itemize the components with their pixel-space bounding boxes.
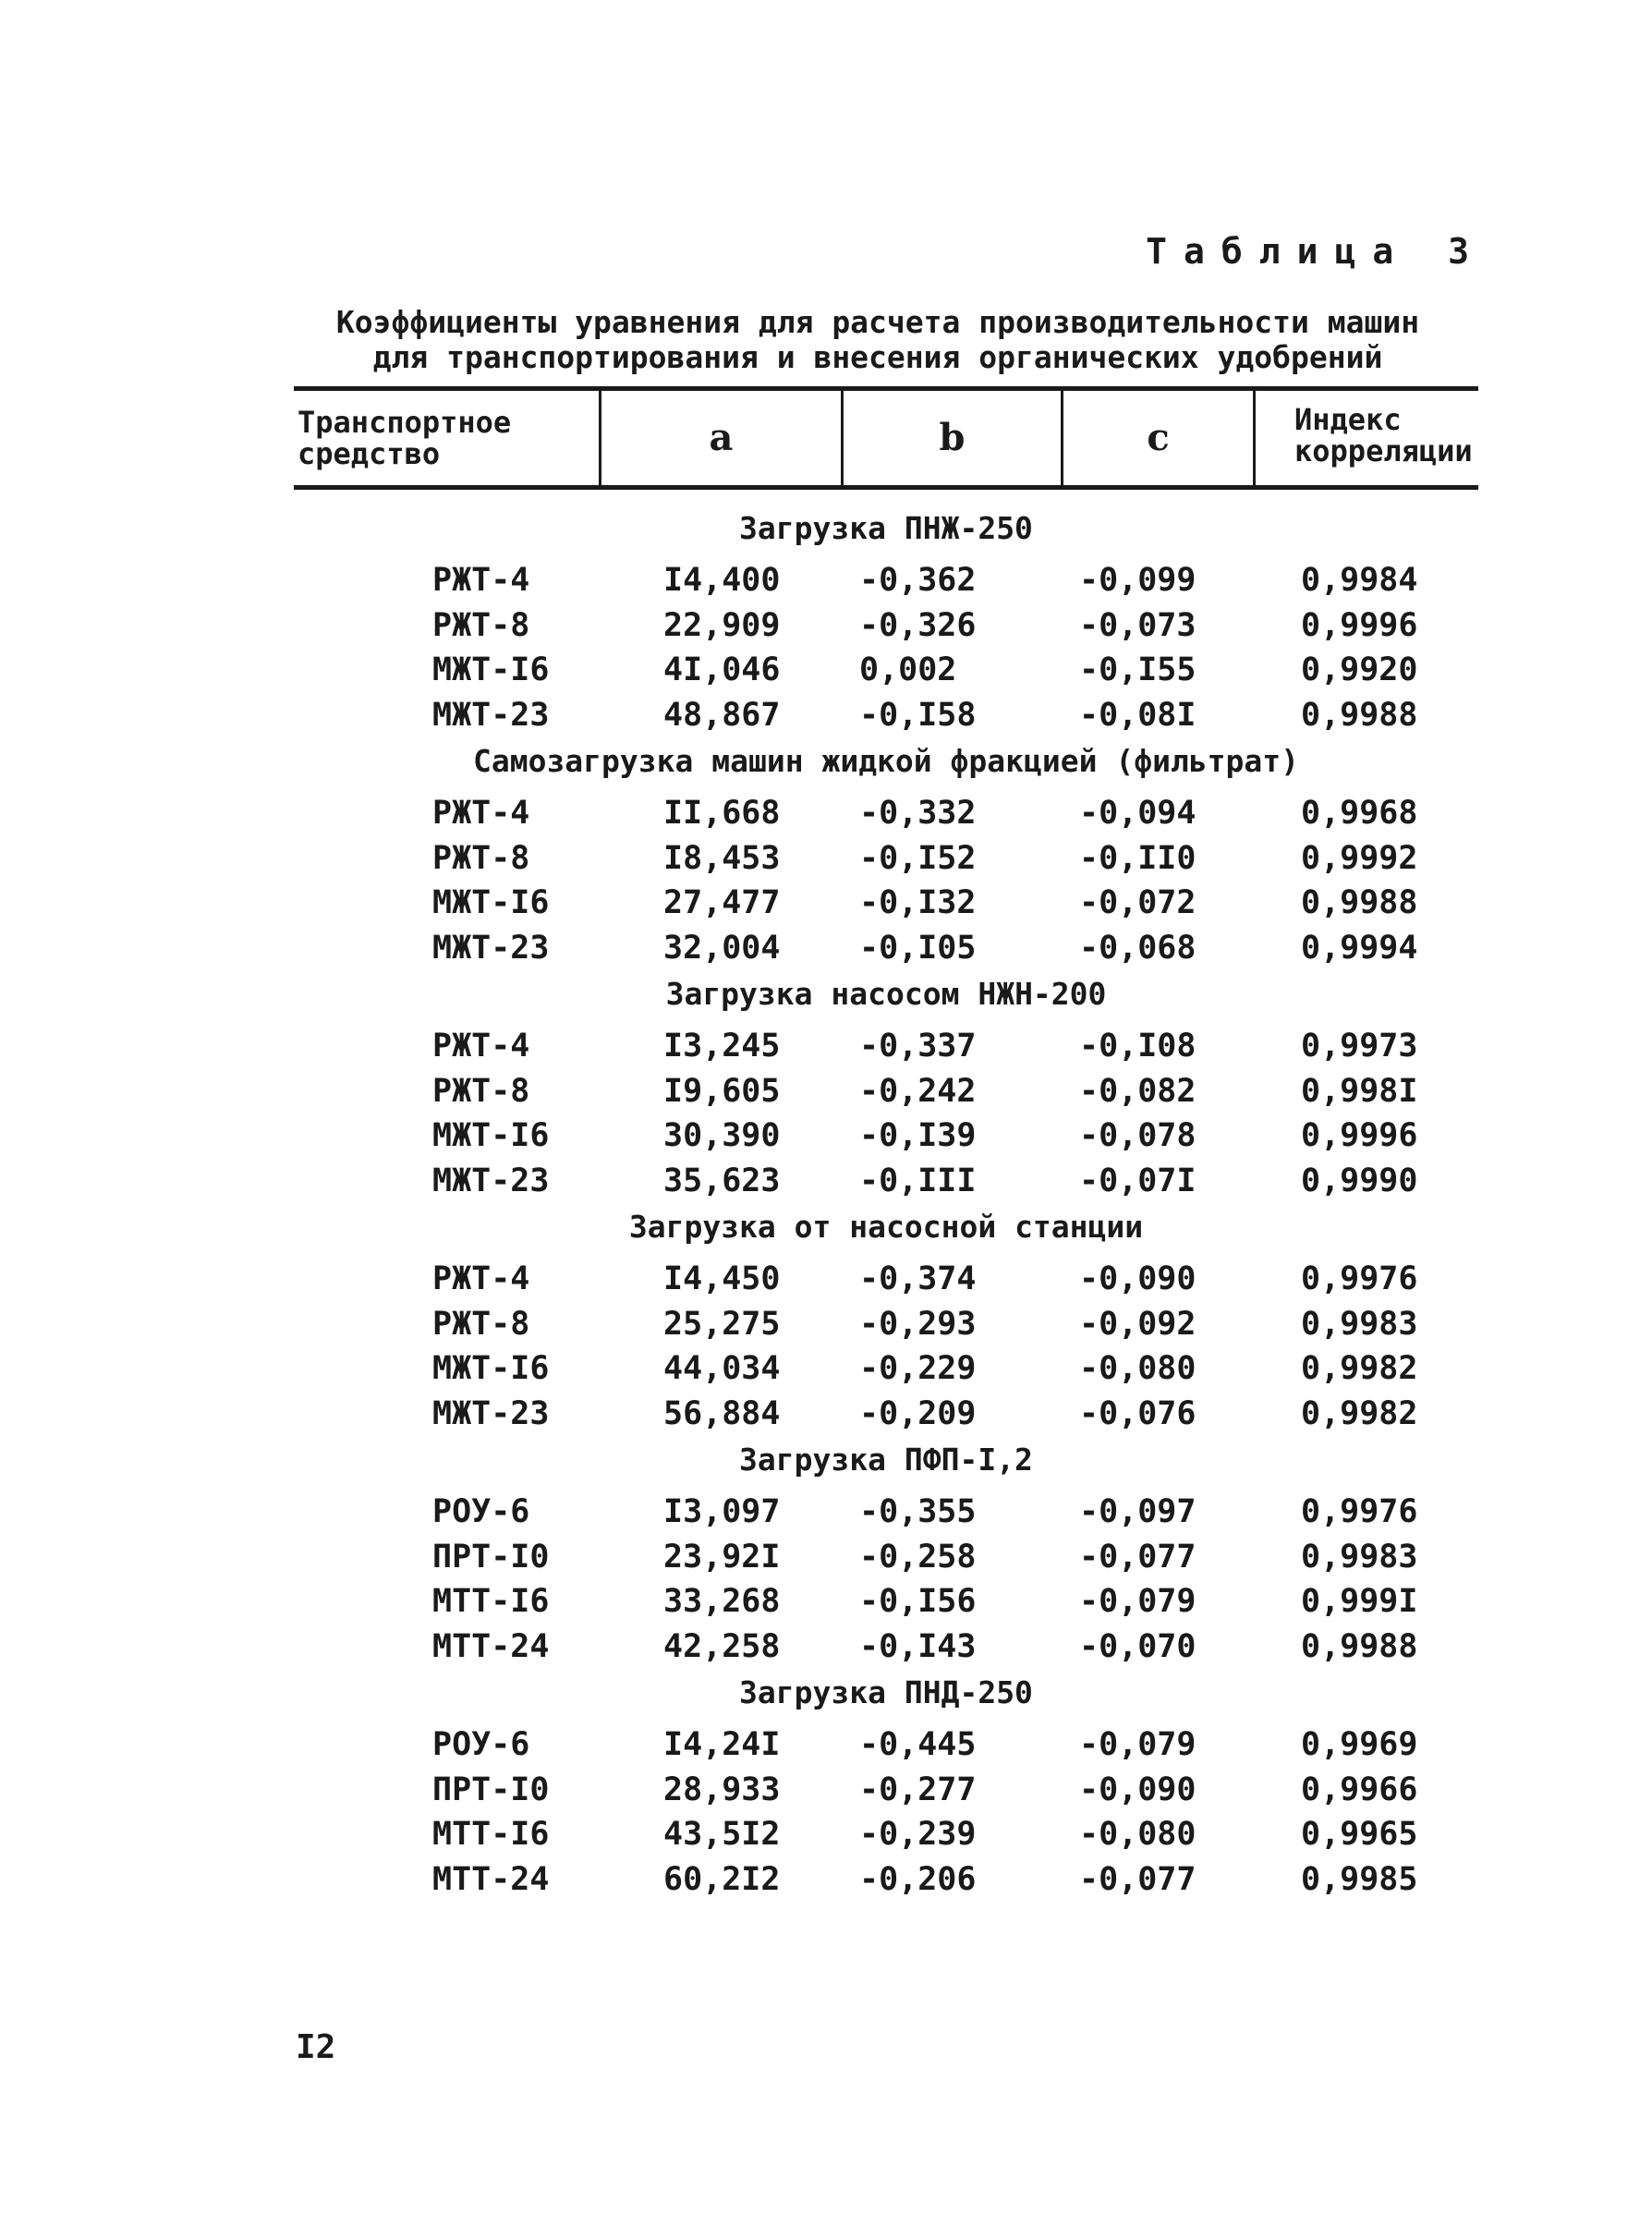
- coef-b-cell: -0,258: [859, 1538, 977, 1576]
- table-row: РЖТ-4 I4,400 -0,362 -0,099 0,9984: [294, 558, 1478, 603]
- vehicle-cell: МТТ-24: [432, 1627, 550, 1665]
- coef-c-cell: -0,II0: [1079, 839, 1196, 877]
- page-number: I2: [296, 2028, 336, 2066]
- coef-b-cell: -0,I32: [859, 884, 977, 921]
- table-row: МЖТ-I6 27,477 -0,I32 -0,072 0,9988: [294, 881, 1478, 926]
- correlation-cell: 0,9976: [1301, 1260, 1418, 1297]
- coef-b-cell: -0,374: [859, 1260, 977, 1297]
- coef-c-cell: -0,072: [1079, 884, 1196, 921]
- table-row: МЖТ-23 56,884 -0,209 -0,076 0,9982: [294, 1392, 1478, 1437]
- correlation-cell: 0,9994: [1301, 929, 1418, 967]
- vehicle-cell: МТТ-I6: [432, 1583, 550, 1620]
- coef-b-cell: -0,242: [859, 1072, 977, 1110]
- correlation-cell: 0,9973: [1301, 1028, 1418, 1065]
- section-title: Загрузка насосом НЖН-200: [665, 976, 1107, 1012]
- section-title: Загрузка от насосной станции: [628, 1209, 1144, 1245]
- coef-b-cell: -0,326: [859, 606, 977, 644]
- table-row: РОУ-6 I4,24I -0,445 -0,079 0,9969: [294, 1722, 1478, 1768]
- vehicle-cell: МЖТ-I6: [432, 651, 550, 688]
- caption-line-1: Коэффициенты уравнения для расчета производительности машин: [335, 304, 1420, 340]
- vehicle-cell: РЖТ-4: [432, 1260, 530, 1297]
- table-section: [294, 1674, 1478, 1902]
- correlation-cell: 0,9968: [1301, 795, 1418, 832]
- coef-c-cell: -0,076: [1079, 1394, 1196, 1432]
- table-caption: [277, 305, 1478, 375]
- coef-b-cell: -0,I43: [859, 1627, 977, 1665]
- table-row: РЖТ-8 I8,453 -0,I52 -0,II0 0,9992: [294, 836, 1478, 882]
- coef-c-cell: -0,077: [1079, 1538, 1196, 1576]
- coef-c-cell: -0,07I: [1079, 1162, 1196, 1199]
- vehicle-cell: РЖТ-4: [432, 1028, 530, 1065]
- correlation-cell: 0,9984: [1301, 562, 1418, 599]
- coef-b-cell: -0,I56: [859, 1583, 977, 1620]
- vehicle-cell: МЖТ-23: [432, 1394, 550, 1432]
- header-transport: Транспортное средство: [298, 405, 512, 471]
- coef-c-cell: -0,I08: [1079, 1028, 1196, 1065]
- table-section: [294, 1442, 1478, 1669]
- section-title: Загрузка ПНД-250: [739, 1674, 1033, 1710]
- section-title: Загрузка ПФП-I,2: [739, 1442, 1033, 1478]
- vehicle-cell: МТТ-I6: [432, 1816, 550, 1853]
- coef-b-cell: -0,I05: [859, 929, 977, 967]
- vehicle-cell: МЖТ-23: [432, 696, 550, 734]
- coef-b-cell: -0,362: [859, 562, 977, 599]
- coef-b-cell: -0,355: [859, 1493, 977, 1530]
- correlation-cell: 0,9966: [1301, 1771, 1418, 1808]
- correlation-cell: 0,9983: [1301, 1538, 1418, 1576]
- vehicle-cell: МЖТ-23: [432, 929, 550, 967]
- header-b: b: [841, 391, 1061, 485]
- coef-b-cell: -0,I58: [859, 696, 977, 734]
- table-row: МТТ-24 42,258 -0,I43 -0,070 0,9988: [294, 1624, 1478, 1670]
- coef-c-cell: -0,097: [1079, 1493, 1196, 1530]
- vehicle-cell: РОУ-6: [432, 1493, 530, 1530]
- correlation-cell: 0,9976: [1301, 1493, 1418, 1530]
- header-a: a: [599, 391, 841, 485]
- vehicle-cell: РЖТ-8: [432, 1072, 530, 1110]
- correlation-cell: 0,9982: [1301, 1350, 1418, 1387]
- header-c: c: [1061, 391, 1253, 485]
- table-row: МЖТ-I6 4I,046 0,002 -0,I55 0,9920: [294, 648, 1478, 693]
- section-title: Самозагрузка машин жидкой фракцией (фильтрат): [472, 743, 1300, 779]
- vehicle-cell: РЖТ-4: [432, 562, 530, 599]
- coef-c-cell: -0,08I: [1079, 696, 1196, 734]
- vehicle-cell: МТТ-24: [432, 1860, 550, 1898]
- table-row: МЖТ-23 48,867 -0,I58 -0,08I 0,9988: [294, 693, 1478, 738]
- correlation-cell: 0,9983: [1301, 1305, 1418, 1343]
- vehicle-cell: РЖТ-8: [432, 606, 530, 644]
- table-row: МЖТ-23 35,623 -0,III -0,07I 0,9990: [294, 1159, 1478, 1204]
- coef-b-cell: -0,445: [859, 1726, 977, 1763]
- table-row: РЖТ-4 I4,450 -0,374 -0,090 0,9976: [294, 1257, 1478, 1302]
- table-row: ПРТ-I0 28,933 -0,277 -0,090 0,9966: [294, 1768, 1478, 1813]
- section-title: Загрузка ПНЖ-250: [739, 510, 1033, 546]
- coef-c-cell: -0,068: [1079, 929, 1196, 967]
- correlation-cell: 0,999I: [1301, 1583, 1418, 1620]
- coef-b-cell: 0,002: [859, 651, 957, 688]
- table-row: МЖТ-I6 44,034 -0,229 -0,080 0,9982: [294, 1346, 1478, 1392]
- vehicle-cell: РЖТ-8: [432, 1305, 530, 1343]
- correlation-cell: 0,9990: [1301, 1162, 1418, 1199]
- vehicle-cell: ПРТ-I0: [432, 1538, 550, 1576]
- coef-b-cell: -0,293: [859, 1305, 977, 1343]
- vehicle-cell: ПРТ-I0: [432, 1771, 550, 1808]
- table-row: МТТ-I6 33,268 -0,I56 -0,079 0,999I: [294, 1579, 1478, 1624]
- table-label: Таблица 3: [1146, 231, 1486, 272]
- coef-c-cell: -0,070: [1079, 1627, 1196, 1665]
- coef-b-cell: -0,277: [859, 1771, 977, 1808]
- coef-c-cell: -0,090: [1079, 1260, 1196, 1297]
- table-row: РЖТ-8 I9,605 -0,242 -0,082 0,998I: [294, 1069, 1478, 1114]
- table-section: [294, 1209, 1478, 1436]
- coef-c-cell: -0,078: [1079, 1117, 1196, 1154]
- table-row: РЖТ-8 22,909 -0,326 -0,073 0,9996: [294, 603, 1478, 649]
- correlation-cell: 0,9992: [1301, 839, 1418, 877]
- header-correlation-index: Индекс корреляции: [1253, 391, 1478, 485]
- coef-c-cell: -0,079: [1079, 1726, 1196, 1763]
- coef-c-cell: -0,073: [1079, 606, 1196, 644]
- table-row: МЖТ-23 32,004 -0,I05 -0,068 0,9994: [294, 926, 1478, 971]
- coef-b-cell: -0,206: [859, 1860, 977, 1898]
- coef-b-cell: -0,239: [859, 1816, 977, 1853]
- coef-b-cell: -0,332: [859, 795, 977, 832]
- vehicle-cell: МЖТ-I6: [432, 884, 550, 921]
- correlation-cell: 0,9988: [1301, 1627, 1418, 1665]
- coef-b-cell: -0,I52: [859, 839, 977, 877]
- vehicle-cell: РЖТ-4: [432, 795, 530, 832]
- vehicle-cell: МЖТ-I6: [432, 1350, 550, 1387]
- table-row: МТТ-I6 43,5I2 -0,239 -0,080 0,9965: [294, 1812, 1478, 1857]
- correlation-cell: 0,9996: [1301, 1117, 1418, 1154]
- correlation-cell: 0,9988: [1301, 884, 1418, 921]
- table-header: [294, 386, 1478, 490]
- table-section: [294, 510, 1478, 737]
- vehicle-cell: РЖТ-8: [432, 839, 530, 877]
- coef-c-cell: -0,080: [1079, 1350, 1196, 1387]
- table-section: [294, 976, 1478, 1203]
- vehicle-cell: РОУ-6: [432, 1726, 530, 1763]
- coef-b-cell: -0,209: [859, 1394, 977, 1432]
- correlation-cell: 0,9985: [1301, 1860, 1418, 1898]
- coef-b-cell: -0,III: [859, 1162, 977, 1199]
- caption-line-2: для транспортирования и внесения органических удобрений: [372, 339, 1383, 375]
- table-row: РЖТ-4 I3,245 -0,337 -0,I08 0,9973: [294, 1024, 1478, 1069]
- correlation-cell: 0,9969: [1301, 1726, 1418, 1763]
- coef-c-cell: -0,094: [1079, 795, 1196, 832]
- correlation-cell: 0,9988: [1301, 696, 1418, 734]
- vehicle-cell: МЖТ-23: [432, 1162, 550, 1199]
- correlation-cell: 0,9982: [1301, 1394, 1418, 1432]
- coef-c-cell: -0,079: [1079, 1583, 1196, 1620]
- coef-b-cell: -0,229: [859, 1350, 977, 1387]
- coef-c-cell: -0,092: [1079, 1305, 1196, 1343]
- table-body: [294, 506, 1478, 1907]
- coef-b-cell: -0,I39: [859, 1117, 977, 1154]
- coef-c-cell: -0,090: [1079, 1771, 1196, 1808]
- correlation-cell: 0,9996: [1301, 606, 1418, 644]
- correlation-cell: 0,998I: [1301, 1072, 1418, 1110]
- table-row: РЖТ-8 25,275 -0,293 -0,092 0,9983: [294, 1302, 1478, 1347]
- coef-c-cell: -0,080: [1079, 1816, 1196, 1853]
- vehicle-cell: МЖТ-I6: [432, 1117, 550, 1154]
- table-row: МТТ-24 60,2I2 -0,206 -0,077 0,9985: [294, 1857, 1478, 1903]
- table-row: ПРТ-I0 23,92I -0,258 -0,077 0,9983: [294, 1535, 1478, 1580]
- table-row: МЖТ-I6 30,390 -0,I39 -0,078 0,9996: [294, 1113, 1478, 1159]
- table-row: РЖТ-4 II,668 -0,332 -0,094 0,9968: [294, 791, 1478, 836]
- coef-b-cell: -0,337: [859, 1028, 977, 1065]
- coef-c-cell: -0,099: [1079, 562, 1196, 599]
- coef-c-cell: -0,077: [1079, 1860, 1196, 1898]
- table-row: РОУ-6 I3,097 -0,355 -0,097 0,9976: [294, 1490, 1478, 1535]
- coef-c-cell: -0,082: [1079, 1072, 1196, 1110]
- table-section: [294, 743, 1478, 970]
- correlation-cell: 0,9920: [1301, 651, 1418, 688]
- correlation-cell: 0,9965: [1301, 1816, 1418, 1853]
- coef-c-cell: -0,I55: [1079, 651, 1196, 688]
